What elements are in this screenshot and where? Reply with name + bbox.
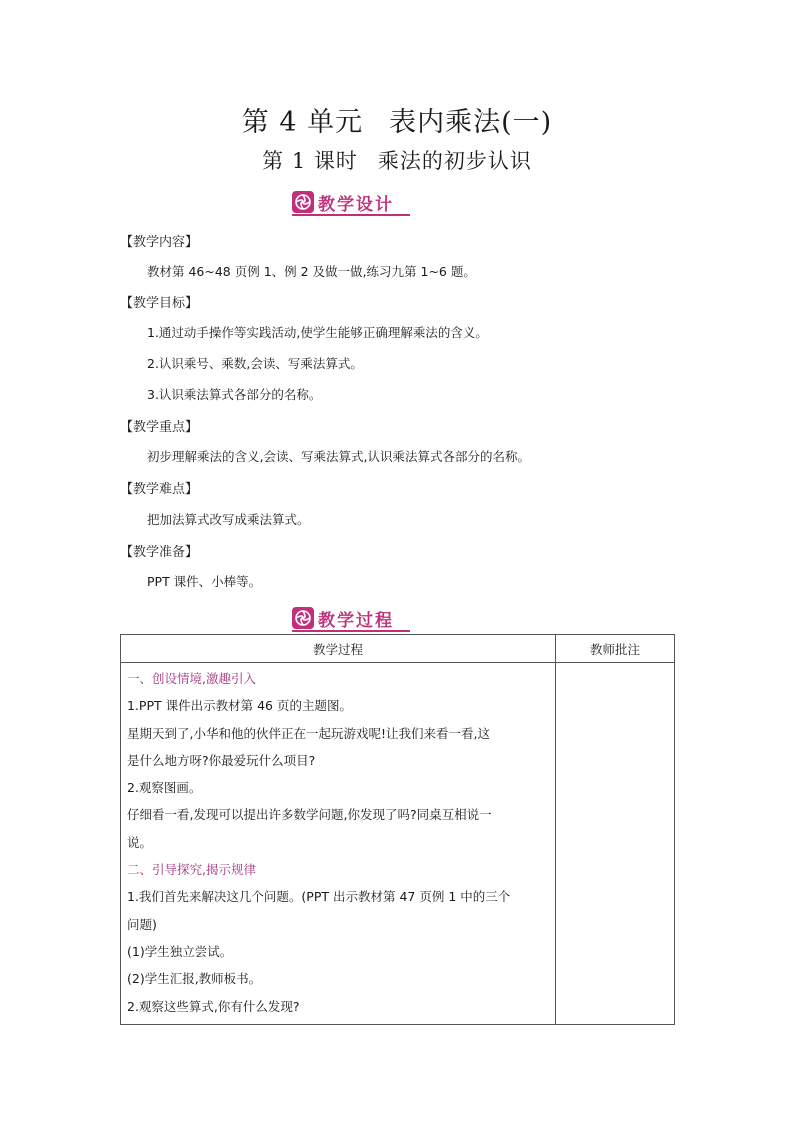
pinwheel-icon: [292, 607, 314, 629]
lesson-title: [0, 145, 794, 175]
unit-title: [0, 100, 794, 139]
teaching-process-banner: [292, 606, 410, 632]
process-line: 1.我们首先来解决这几个问题。(PPT 出示教材第 47 页例 1 中的三个: [127, 889, 511, 905]
table-header-row: [121, 635, 675, 663]
teaching-design-banner: [292, 190, 410, 216]
process-line: 是什么地方呀?你最爱玩什么项目?: [127, 752, 316, 768]
teacher-notes-cell: [556, 663, 675, 1025]
section-heading-key: 【教学重点】: [120, 420, 199, 435]
process-cell: [121, 663, 556, 1025]
goal-line: 2.认识乘号、乘数,会读、写乘法算式。: [147, 356, 363, 371]
section-heading-content: 【教学内容】: [120, 235, 199, 250]
unit-number: 第 4 单元: [241, 107, 364, 138]
section-heading-preparation: 【教学准备】: [120, 545, 199, 560]
content-line: 教材第 46~48 页例 1、例 2 及做一做,练习九第 1~6 题。: [147, 264, 476, 279]
process-line: (1)学生独立尝试。: [127, 943, 233, 959]
process-line: 2.观察这些算式,你有什么发现?: [127, 998, 300, 1014]
section-heading-goals: 【教学目标】: [120, 296, 199, 311]
goal-line: 3.认识乘法算式各部分的名称。: [147, 387, 322, 402]
step-heading: 二、引导探究,揭示规律: [127, 862, 256, 878]
column-header-process: 教学过程: [121, 635, 556, 663]
process-line: 问题): [127, 916, 157, 932]
difficulty-line: 把加法算式改写成乘法算式。: [147, 512, 310, 527]
teaching-process-table: [120, 634, 675, 1025]
step-heading: 一、创设情境,激趣引入: [127, 671, 256, 686]
process-line: (2)学生汇报,教师板书。: [127, 971, 262, 987]
process-line: 2.观察图画。: [127, 780, 202, 796]
goal-line: 1.通过动手操作等实践活动,使学生能够正确理解乘法的含义。: [147, 325, 488, 340]
lesson-number: 第 1 课时: [262, 149, 358, 173]
table-row: [121, 663, 675, 1025]
process-line: 1.PPT 课件出示教材第 46 页的主题图。: [127, 698, 352, 714]
column-header-notes: 教师批注: [556, 635, 675, 663]
process-line: 说。: [127, 834, 153, 850]
process-line: 仔细看一看,发现可以提出许多数学问题,你发现了吗?同桌互相说一: [127, 807, 492, 823]
section-heading-difficulty: 【教学难点】: [120, 482, 199, 497]
preparation-line: PPT 课件、小棒等。: [147, 574, 262, 589]
pinwheel-icon: [292, 191, 314, 213]
banner-label: 教学设计: [318, 194, 394, 215]
unit-topic: 表内乘法(一): [389, 107, 553, 138]
lesson-topic: 乘法的初步认识: [377, 149, 532, 173]
process-line: 星期天到了,小华和他的伙伴正在一起玩游戏呢!让我们来看一看,这: [127, 725, 490, 741]
key-line: 初步理解乘法的含义,会读、写乘法算式,认识乘法算式各部分的名称。: [147, 449, 530, 464]
banner-label: 教学过程: [318, 610, 394, 631]
